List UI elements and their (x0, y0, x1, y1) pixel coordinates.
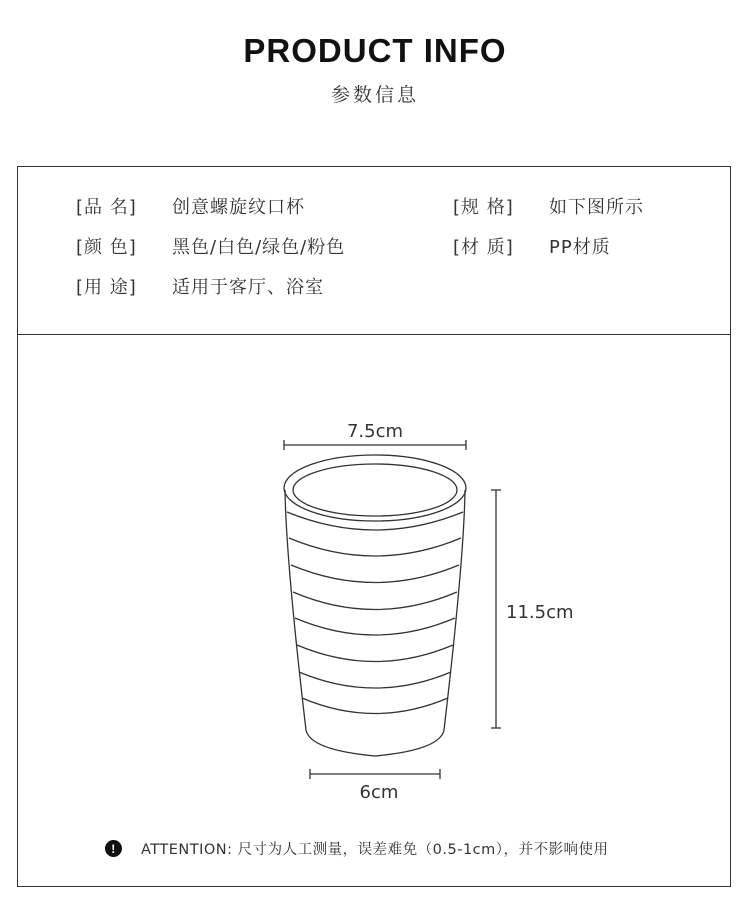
dim-height: 11.5cm (506, 602, 574, 623)
spec-size-label: [规 格] (453, 197, 514, 218)
attention-note (105, 838, 609, 859)
spec-usage-value: 适用于客厅、浴室 (172, 277, 324, 298)
page-title: PRODUCT INFO (243, 32, 507, 69)
spec-material-value: PP材质 (549, 237, 611, 258)
spec-name-value: 创意螺旋纹口杯 (172, 197, 305, 218)
spec-name-label: [品 名] (76, 197, 137, 218)
spec-color-label: [颜 色] (76, 237, 137, 258)
cup-drawing (284, 455, 466, 756)
cup-ridges (287, 512, 463, 714)
spec-color-value: 黑色/白色/绿色/粉色 (172, 237, 346, 258)
cup-rim-inner (293, 464, 457, 516)
page-subtitle: 参数信息 (330, 84, 419, 106)
exclamation-icon: ! (105, 840, 122, 857)
spec-material-label: [材 质] (453, 237, 514, 258)
cup-rim-outer (284, 455, 466, 521)
spec-usage-label: [用 途] (76, 277, 137, 298)
dim-top-width: 7.5cm (346, 421, 404, 442)
dim-bottom-width: 6cm (359, 782, 399, 803)
spec-size-value: 如下图所示 (549, 197, 644, 218)
dimension-lines (284, 440, 501, 779)
attention-text: ATTENTION: 尺寸为人工测量，误差难免（0.5-1cm），并不影响使用 (141, 842, 609, 858)
